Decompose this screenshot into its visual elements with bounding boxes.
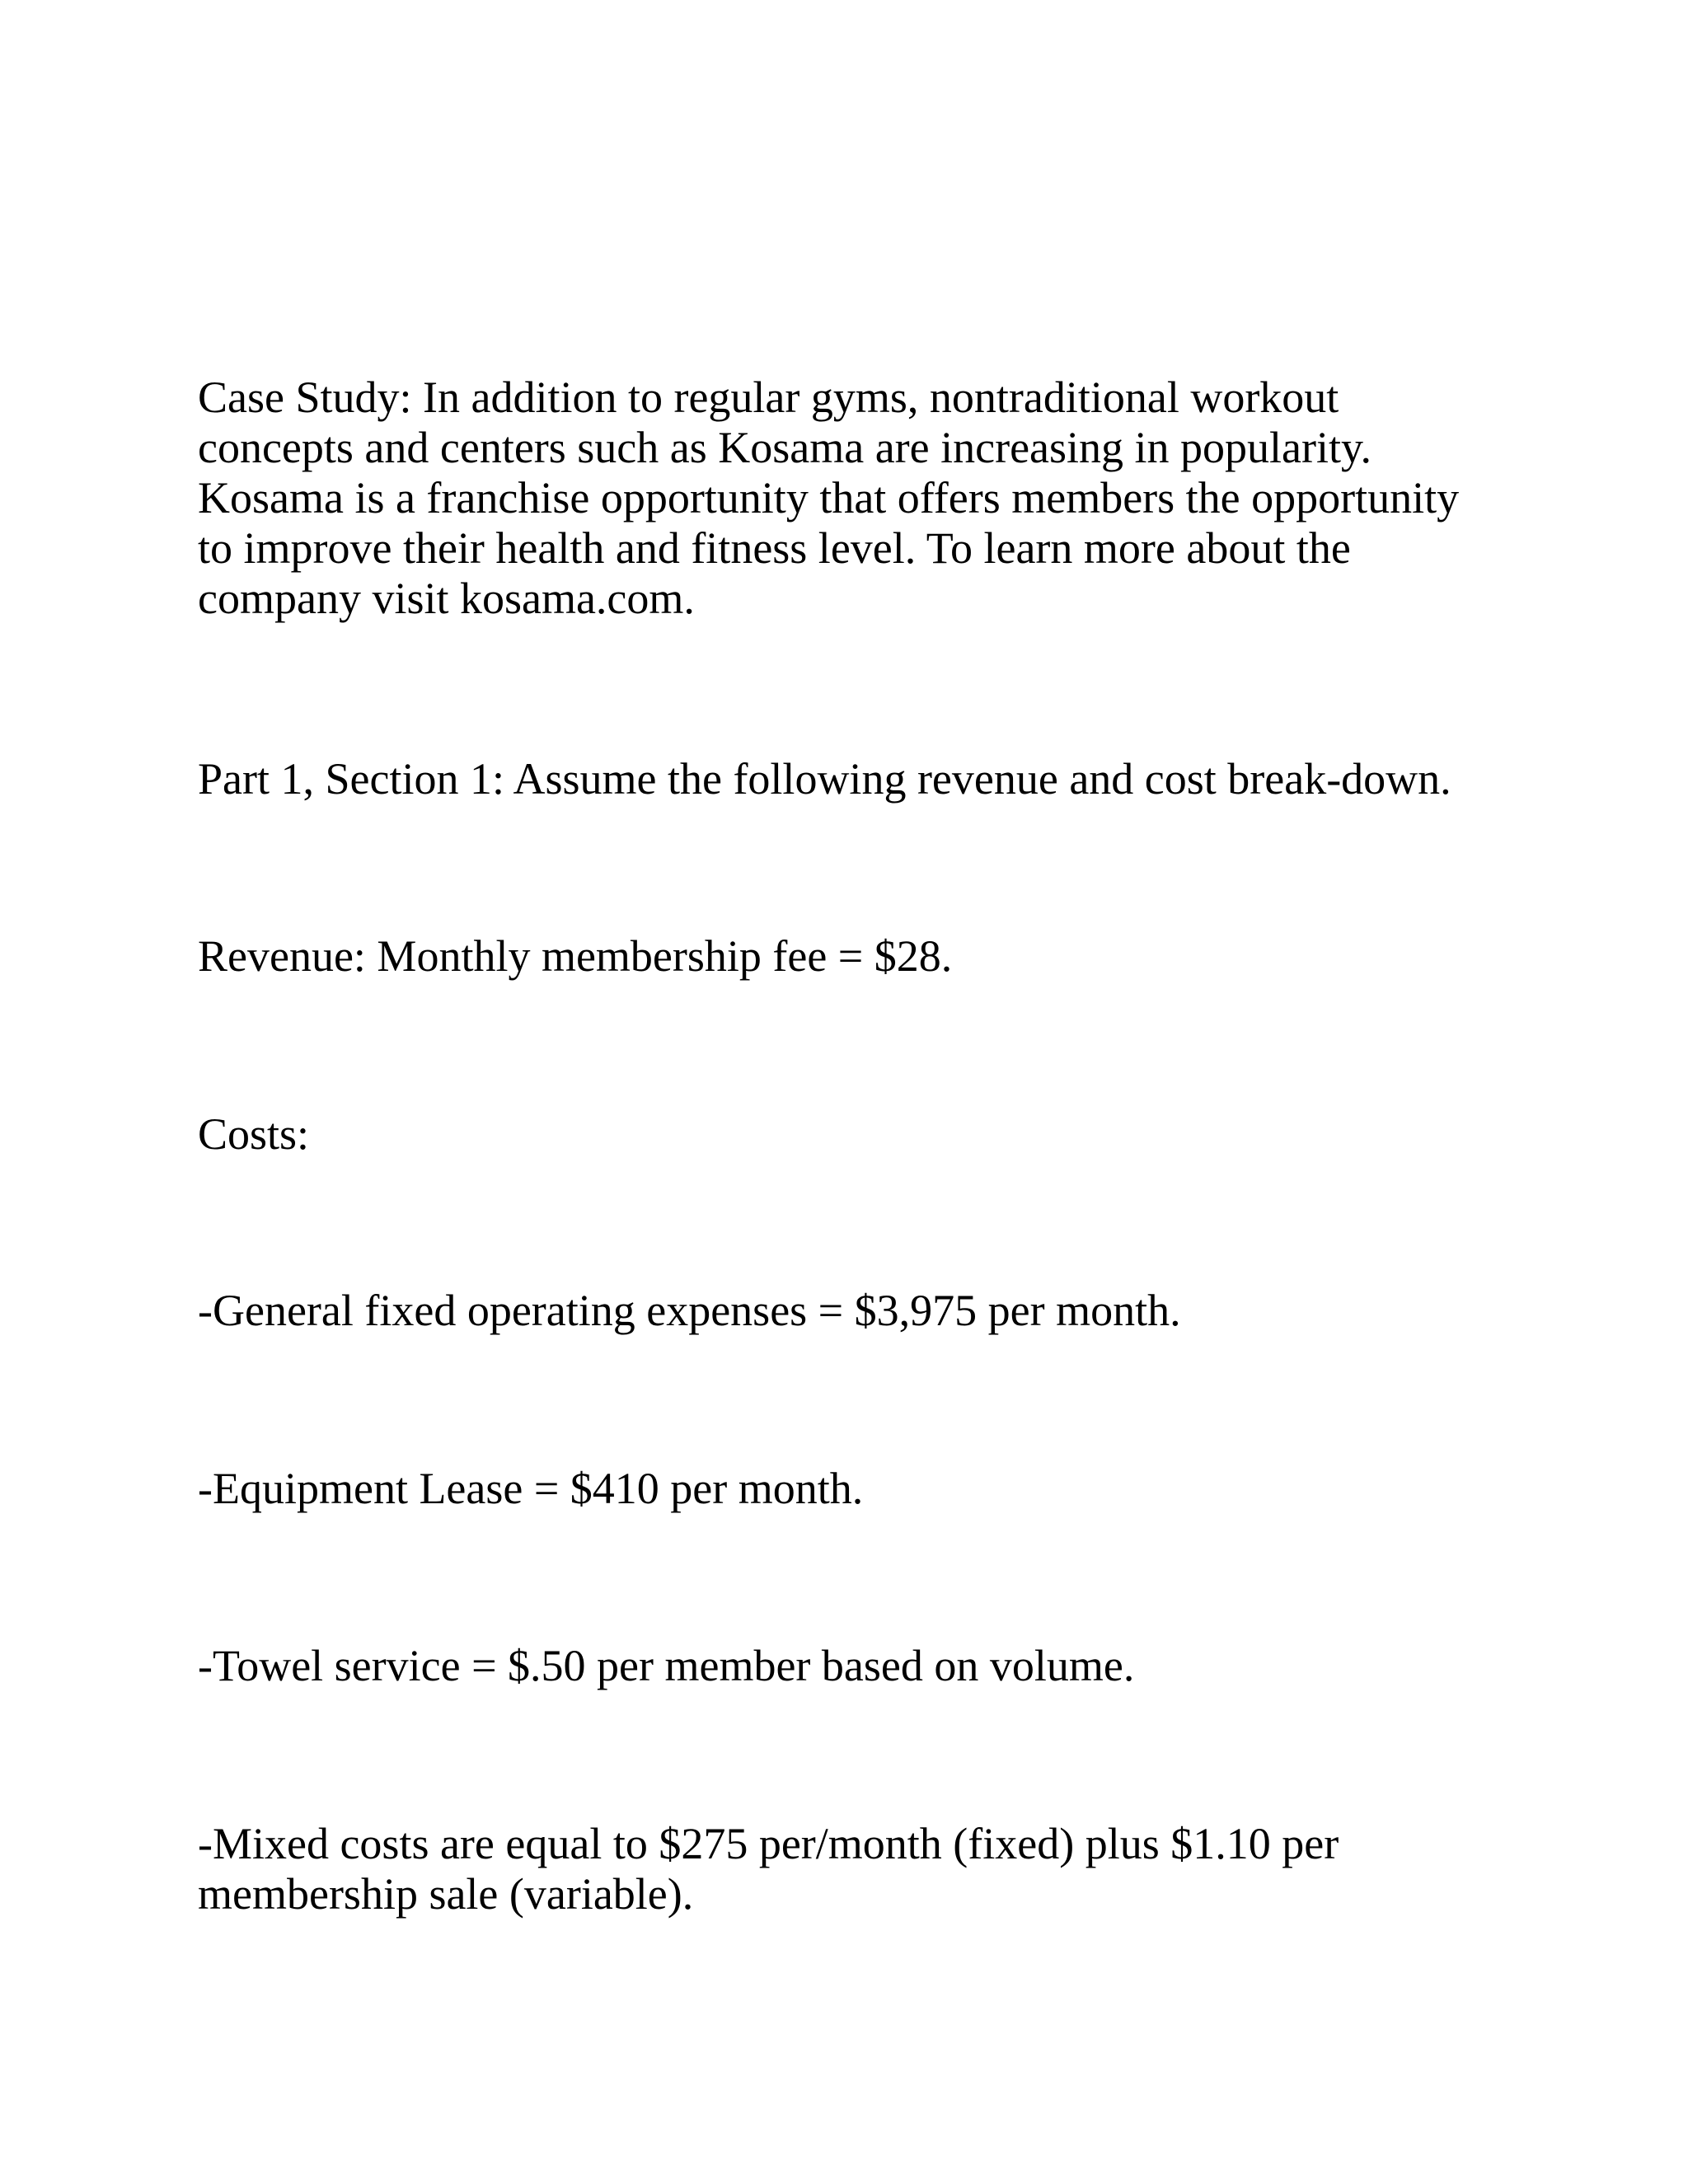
mixed-cost-line: -Mixed costs are equal to $275 per/month (fixed) plus $1.10 per — [198, 1819, 1339, 1868]
cost-item-towel-service — [198, 1641, 1500, 1691]
cost-item-mixed-costs — [198, 1819, 1500, 1919]
cost-item-equipment-lease — [198, 1464, 1500, 1514]
intro-line: Case Study: In addition to regular gyms, nontraditional workout — [198, 373, 1339, 422]
intro-line: company visit kosama.com. — [198, 574, 695, 623]
revenue-text: Revenue: Monthly membership fee = $28. — [198, 931, 953, 981]
case-study-intro — [198, 373, 1500, 624]
intro-line: concepts and centers such as Kosama are increasing in popularity. — [198, 423, 1372, 472]
costs-heading — [198, 1109, 1500, 1160]
part-heading-text: Part 1, Section 1: Assume the following revenue and cost break-down. — [198, 754, 1451, 804]
cost-item-text: -Equipment Lease = $410 per month. — [198, 1464, 864, 1513]
cost-item-text: -General fixed operating expenses = $3,975 per month. — [198, 1286, 1181, 1335]
mixed-cost-line: membership sale (variable). — [198, 1869, 694, 1919]
cost-item-fixed-operating — [198, 1286, 1500, 1336]
revenue-line — [198, 931, 1500, 982]
intro-line: to improve their health and fitness level. To learn more about the — [198, 523, 1351, 573]
part-heading — [198, 754, 1500, 804]
costs-heading-text: Costs: — [198, 1109, 310, 1159]
cost-item-text: -Towel service = $.50 per member based on volume. — [198, 1641, 1135, 1690]
intro-line: Kosama is a franchise opportunity that offers members the opportunity — [198, 473, 1460, 523]
